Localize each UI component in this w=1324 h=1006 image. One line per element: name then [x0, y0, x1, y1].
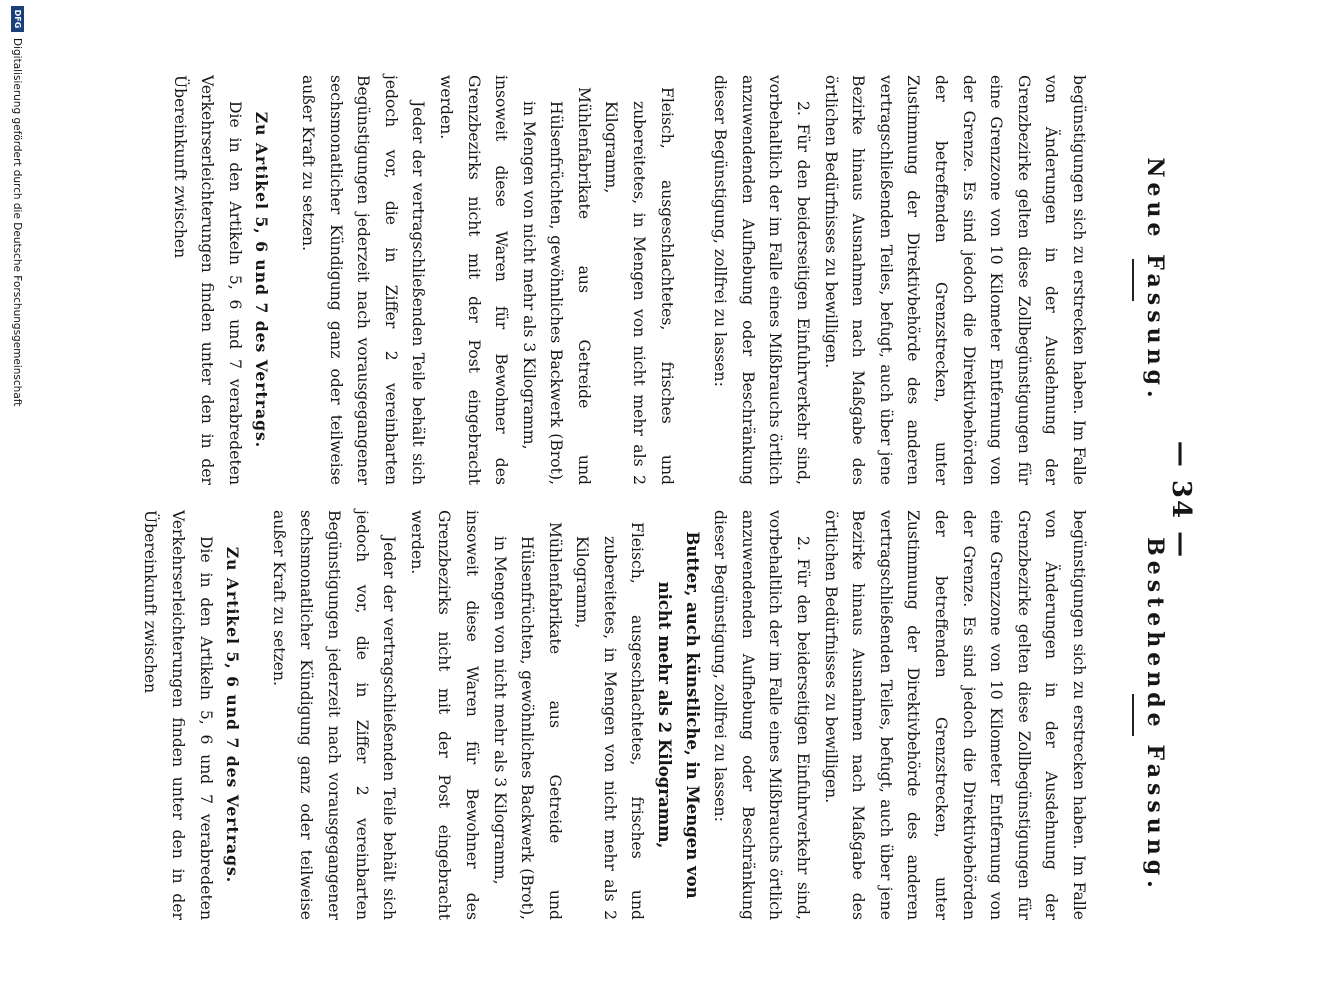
paragraph: begünstigungen sich zu erstrecken haben. Im Falle von Änderungen in der Ausdehnung der Grenzbezirke gelten diese Zollbegünstigungen für eine Grenzzone von 10 Kilometer Entfernung von der Grenze. Es sind jedoch die Direktivbehörden der betreffenden Grenzstrecken, unter Zustimmung der Direktivbehörde des anderen vertragschließenden Teiles, befugt, auch über jene Bezirke hinaus Ausnahmen nach Maßgabe des örtlichen Bedürfnisses zu bewilligen. [821, 510, 1088, 920]
paragraph: Die in den Artikeln 5, 6 und 7 verabredeten Verkehrserleichterungen finden unter den in der Übereinkunft zwischen [141, 510, 215, 920]
paragraph: 2. Für den beiderseitigen Einfuhrverkehr sind, vorbehaltlich der im Falle eines Mißbrauchs örtlich anzuwendenden Aufhebung oder Beschränkung dieser Begünstigung, zollfrei zu lassen: [711, 75, 813, 485]
paragraph: Jeder der vertragschließenden Teile behält sich jedoch vor, die in Ziffer 2 vereinbarten Begünstigungen jederzeit nach vorausgegangener sechsmonatlicher Kündigung ganz oder teilweise außer Kraft zu setzen. [269, 510, 399, 920]
column-bestehende-fassung [136, 510, 1174, 920]
list-item: Mühlenfabrikate aus Getreide und Hülsenfrüchten, gewöhnliches Backwerk (Brot), in Mengen von nicht mehr als 3 Kilogramm, [490, 522, 564, 920]
column-heading: Neue Fassung. [1142, 157, 1168, 403]
article-heading: Zu Artikel 5, 6 und 7 des Vertrags. [252, 111, 272, 449]
paragraph: Jeder der vertragschließenden Teile behält sich jedoch vor, die in Ziffer 2 vereinbarten Begünstigungen jederzeit nach vorausgegangener sechsmonatlicher Kündigung ganz oder teilweise außer Kraft zu setzen. [298, 75, 428, 485]
bold-list-item: Butter, auch künstliche, in Mengen von nicht mehr als 2 Kilogramm, [655, 531, 702, 899]
article-heading: Zu Artikel 5, 6 und 7 des Vertrags. [223, 546, 243, 884]
heading-rule [1132, 259, 1134, 301]
column-neue-fassung [165, 75, 1174, 485]
dfg-logo: DFG [11, 6, 24, 32]
paragraph: Die in den Artikeln 5, 6 und 7 verabredeten Verkehrserleichterungen finden unter den in der Übereinkunft zwischen [170, 75, 244, 485]
list-item: Mühlenfabrikate aus Getreide und Hülsenfrüchten, gewöhnliches Backwerk (Brot), in Mengen von nicht mehr als 3 Kilogramm, [519, 87, 593, 485]
paragraph: 2. Für den beiderseitigen Einfuhrverkehr sind, vorbehaltlich der im Falle eines Mißbrauchs örtlich anzuwendenden Aufhebung oder Beschränkung dieser Begünstigung, zollfrei zu lassen: [711, 510, 813, 920]
page-number: — 34 — [1166, 440, 1196, 560]
column-heading: Bestehende Fassung. [1142, 537, 1168, 893]
paragraph: insoweit diese Waren für Bewohner des Grenzbezirks nicht mit der Post eingebracht werden. [407, 510, 481, 920]
paragraph: insoweit diese Waren für Bewohner des Grenzbezirks nicht mit der Post eingebracht werden. [436, 75, 511, 485]
paragraph: begünstigungen sich zu erstrecken haben. Im Falle von Änderungen in der Ausdehnung der Grenzbezirke gelten diese Zollbegünstigungen für eine Grenzzone von 10 Kilometer Entfernung von der Grenze. Es sind jedoch die Direktivbehörden der betreffenden Grenzstrecken, unter Zustimmung der Direktivbehörde des anderen vertragschließenden Teiles, befugt, auch über jene Bezirke hinaus Ausnahmen nach Maßgabe des örtlichen Bedürfnisses zu bewilligen. [821, 75, 1088, 485]
list-item: Fleisch, ausgeschlachtetes, frisches und zubereitetes, in Mengen von nicht mehr als 2 Kilogramm, [602, 87, 676, 485]
heading-rule [1132, 694, 1134, 736]
digitization-footer [11, 0, 24, 1006]
footer-text: Digitalisierung gefördert durch die Deutsche Forschungsgemeinschaft [11, 38, 24, 407]
list-item: Fleisch, ausgeschlachtetes, frisches und zubereitetes, in Mengen von nicht mehr als 2 Kilogramm, [573, 522, 647, 920]
